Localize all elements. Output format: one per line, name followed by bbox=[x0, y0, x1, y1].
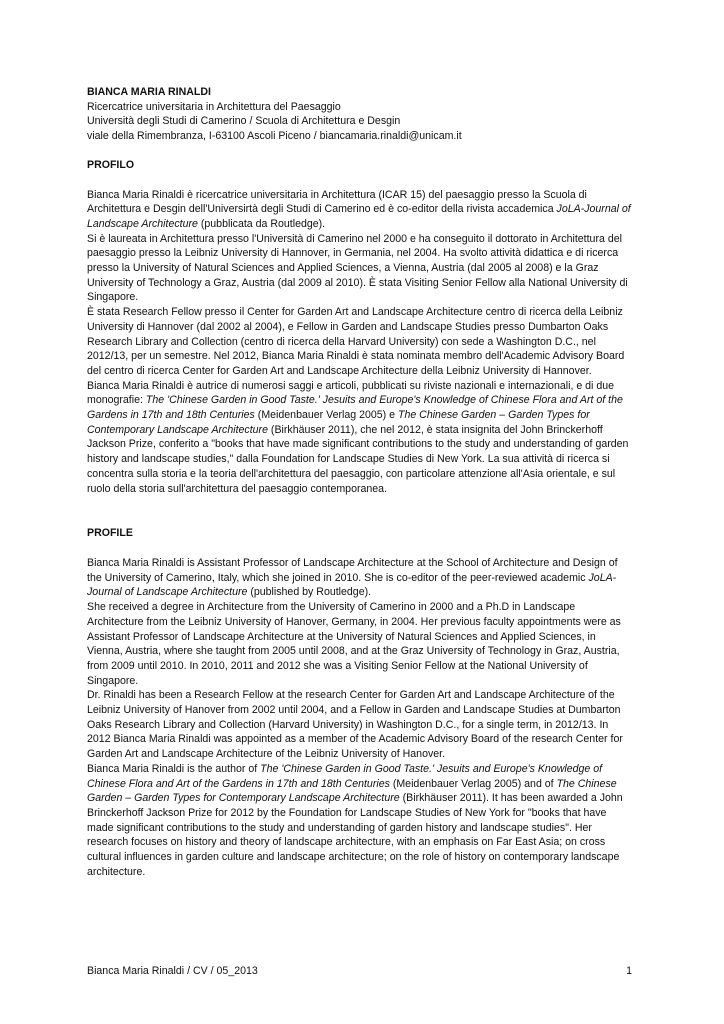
profilo-paragraph-2: Si è laureata in Architettura presso l'Università di Camerino nel 2000 e ha conseguito il dottorato in Architettura del paesaggio presso la Leibniz University di Hannover, in Germania, nel 2004. Ha svolto attività didattica e di ricerca presso la University of Natural Sciences and Applied Sciences, a Vienna, Austria (dal 2005 al 2008) e la Graz University of Technology a Graz, Austria (dal 2009 al 2010). È stata Visiting Senior Fellow alla National University di Singapore. bbox=[87, 232, 628, 304]
profilo-p4-text: Bianca Maria Rinaldi è autrice di numerosi saggi e articoli, pubblicati su riviste nazionali e internazionali, e di due monografie: bbox=[87, 379, 615, 407]
profile-p4-text: Bianca Maria Rinaldi is the author of bbox=[87, 762, 261, 775]
profilo-p4-book-title-1: The 'Chinese Garden in Good Taste.' Jesuits and Europe's Knowledge of Chinese Flora and Art of the Gardens in 17th and 18th Centuries bbox=[87, 394, 623, 422]
section-heading-profile: PROFILE bbox=[87, 527, 133, 540]
profilo-paragraph-3: È stata Research Fellow presso il Center for Garden Art and Landscape Architecture centro di ricerca della Leibniz University di Hannover (dal 2002 al 2004), e Fellow in Garden and Landscape Studies presso Dumbarton Oaks Research Library and Collection (centro di ricerca della Harvard University) con sede a Washington D.C., nel 2012/13, per un semestre. Nel 2012, Bianca Maria Rinaldi è stata nominata membro dell'Academic Advisory Board del centro di ricerca Center for Garden Art and Landscape Architecture della Leibniz University di Hannover. bbox=[87, 306, 625, 377]
profilo-paragraph-1 bbox=[87, 188, 632, 232]
author-address: viale della Rimembranza, I-63100 Ascoli Piceno / biancamaria.rinaldi@unicam.it bbox=[87, 130, 462, 143]
profilo-section bbox=[87, 188, 632, 497]
profile-paragraph-1 bbox=[87, 556, 632, 600]
author-name: BIANCA MARIA RINALDI bbox=[87, 86, 211, 98]
author-institution: Università degli Studi di Camerino / Scuola di Architettura e Desgin bbox=[87, 115, 401, 128]
footer-label: Bianca Maria Rinaldi / CV / 05_2013 bbox=[87, 965, 258, 977]
profile-paragraph-3: Dr. Rinaldi has been a Research Fellow at the research Center for Garden Art and Landscape Architecture of the Leibniz University of Hanover from 2002 until 2004, and a Fellow in Garden and Landscape Studies at Dumbarton Oaks Research Library and Collection (Harvard University) in Washington D.C., for a single term, in 2012/13. In 2012 Bianca Maria Rinaldi was appointed as a member of the Academic Advisory Board of the research Center for Garden Art and Landscape Architecture of the Leibniz University of Hanover. bbox=[87, 689, 623, 761]
profilo-p4-text-mid: (Meidenbauer Verlag 2005) e bbox=[254, 409, 398, 422]
profilo-p1-text: Bianca Maria Rinaldi è ricercatrice universitaria in Architettura (ICAR 15) del paesaggio presso la Scuola di Architettura e Desgin dell'Universirtà degli Studi di Camerino ed è co-editor della rivista accademica bbox=[87, 188, 587, 216]
profilo-p4-text-end: (Birkhäuser 2011), che nel 2012, è stata insignita del John Brinckerhoff Jackson Prize, conferito a "books that have made significant contributions to the study and understanding of garden history and landscape studies," dalla Foundation for Landscape Studies di New York. La sua attività di ricerca si concentra sulla storia e la teoria dell'architettura del paesaggio, con particolare attenzione all'Asia orientale, e sul ruolo della storia sull'architettura del paesaggio contemporanea. bbox=[87, 423, 629, 495]
contact-header bbox=[87, 85, 632, 144]
page-number: 1 bbox=[626, 965, 632, 977]
profile-p1-text-end: (published by Routledge). bbox=[247, 586, 372, 599]
profile-section bbox=[87, 556, 632, 879]
document-page bbox=[87, 82, 632, 879]
profile-p1-journal-title: JoLA-Journal of Landscape Architecture bbox=[87, 571, 617, 599]
profilo-p1-text-end: (pubblicata da Routledge). bbox=[197, 217, 326, 230]
profile-p4-text-mid: (Meidenbauer Verlag 2005) and of bbox=[389, 777, 557, 790]
profile-paragraph-4 bbox=[87, 762, 632, 880]
profile-p4-text-end: (Birkhäuser 2011). It has been awarded a John Brinckerhoff Jackson Prize for 2012 by the Foundation for Landscape Studies of New York for "books that have made significant contributions to the study and understanding of garden history and landscape studies". Her research focuses on history and theory of landscape architecture, with an emphasis on Far East Asia; on cross cultural influences in garden culture and landscape architecture; on the role of history on contemporary landscape architecture. bbox=[87, 792, 623, 878]
profile-p4-book-title-2: The Chinese Garden – Garden Types for Contemporary Landscape Architecture bbox=[87, 777, 617, 805]
author-role: Ricercatrice universitaria in Architettura del Paesaggio bbox=[87, 100, 341, 113]
profile-p4-book-title-1: The 'Chinese Garden in Good Taste.' Jesuits and Europe's Knowledge of Chinese Flora and Art of the Gardens in 17th and 18th Centuries bbox=[87, 762, 603, 790]
profilo-p1-journal-title: JoLA-Journal of Landscape Architecture bbox=[87, 203, 631, 230]
profilo-p4-book-title-2: The Chinese Garden – Garden Types for Contemporary Landscape Architecture bbox=[87, 409, 590, 436]
profile-p1-text: Bianca Maria Rinaldi is Assistant Professor of Landscape Architecture at the School of Architecture and Design of the University of Camerino, Italy, which she joined in 2010. She is co-editor of the peer-reviewed academic bbox=[87, 556, 618, 584]
section-heading-profilo: PROFILO bbox=[87, 158, 135, 171]
page-footer bbox=[87, 964, 632, 979]
profile-paragraph-2: She received a degree in Architecture from the University of Camerino in 2000 and a Ph.D in Landscape Architecture from the Leibniz University of Hanover, Germany, in 2004. Her previous faculty appointments were as Assistant Professor of Landscape Architecture at the University of Natural Sciences and Applied Sciences, in Vienna, Austria, where she taught from 2005 until 2008, and at the Graz University of Technology in Graz, Austria, from 2009 until 2010. In 2010, 2011 and 2012 she was a Visiting Senior Fellow at the National University of Singapore. bbox=[87, 601, 621, 687]
profilo-paragraph-4 bbox=[87, 379, 632, 497]
